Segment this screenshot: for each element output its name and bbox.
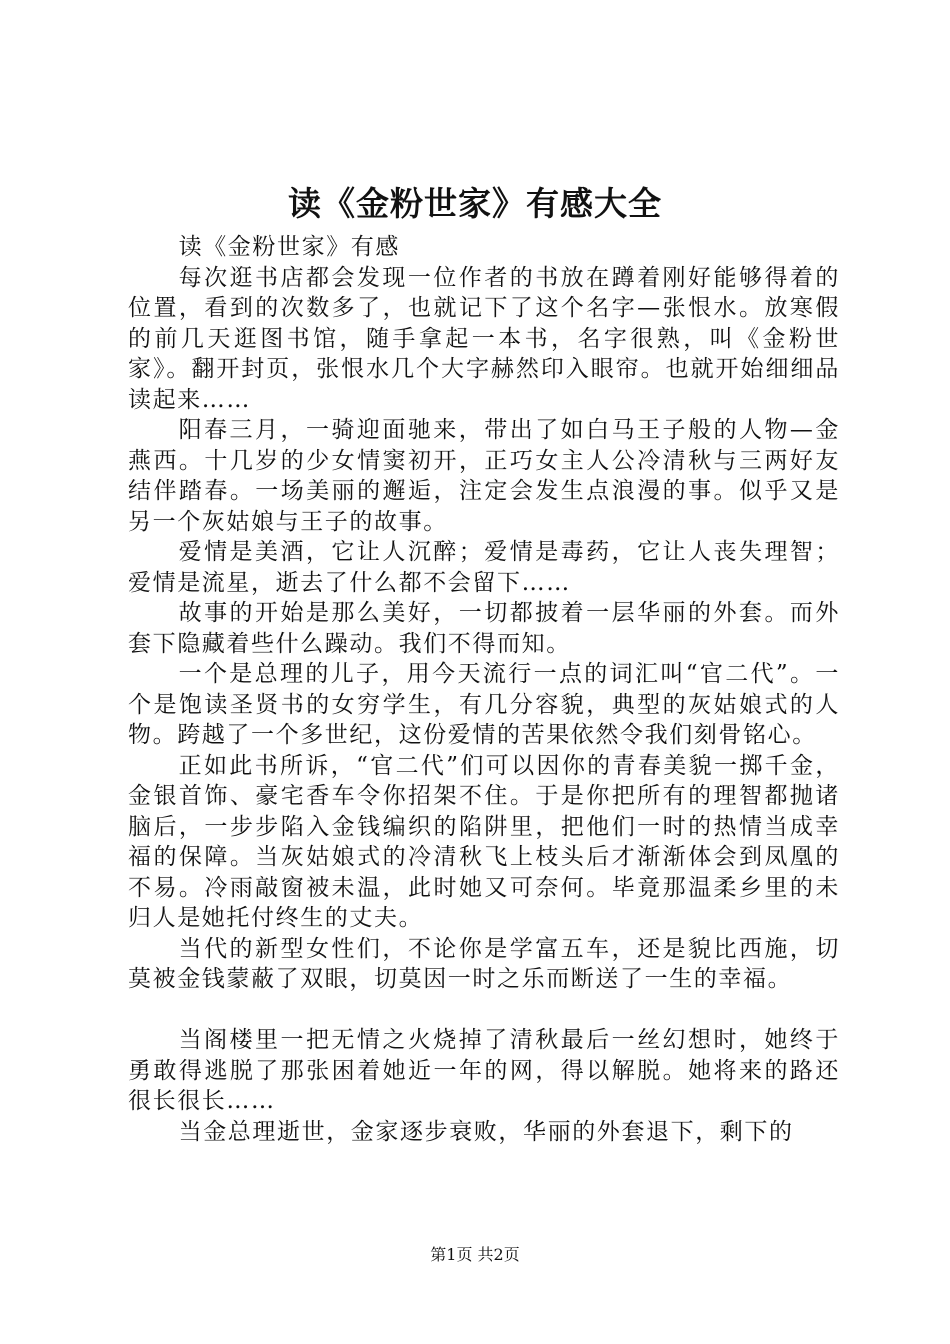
page-indicator: 第1页 共2页	[430, 1245, 520, 1264]
body-paragraph: 当阁楼里一把无情之火烧掉了清秋最后一丝幻想时，她终于勇敢得逃脱了那张困着她近一年的网，得以解脱。她将来的路还很长很长……	[128, 1027, 840, 1114]
body-paragraph: 阳春三月，一骑迎面驰来，带出了如白马王子般的人物—金燕西。十几岁的少女情窦初开，正巧女主人公冷清秋与三两好友结伴踏春。一场美丽的邂逅，注定会发生点浪漫的事。似乎又是另一个灰姑娘与王子的故事。	[128, 417, 840, 535]
body-paragraph: 每次逛书店都会发现一位作者的书放在蹲着刚好能够得着的位置，看到的次数多了，也就记下了这个名字—张恨水。放寒假的前几天逛图书馆，随手拿起一本书，名字很熟，叫《金粉世家》。翻开封页，张恨水几个大字赫然印入眼帘。也就开始细细品读起来……	[128, 264, 840, 413]
body-paragraph: 故事的开始是那么美好，一切都披着一层华丽的外套。而外套下隐藏着些什么躁动。我们不得而知。	[128, 600, 840, 657]
document-title: 读《金粉世家》有感大全	[288, 184, 662, 223]
body-paragraph: 正如此书所诉，“官二代”们可以因你的青春美貌一掷千金，金银首饰、豪宅香车令你招架不住。于是你把所有的理智都抛诸脑后，一步步陷入金钱编织的陷阱里，把他们一时的热情当成幸福的保障。当灰姑娘式的冷清秋飞上枝头后才渐渐体会到凤凰的不易。冷雨敲窗被未温，此时她又可奈何。毕竟那温柔乡里的未归人是她托付终生的丈夫。	[128, 752, 840, 931]
subtitle-paragraph: 读《金粉世家》有感	[178, 234, 400, 260]
page-footer	[0, 1244, 950, 1266]
body-paragraph: 一个是总理的儿子，用今天流行一点的词汇叫“官二代”。一个是饱读圣贤书的女穷学生，有几分容貌，典型的灰姑娘式的人物。跨越了一个多世纪，这份爱情的苦果依然令我们刻骨铭心。	[128, 661, 840, 748]
body-paragraph: 当金总理逝世，金家逐步衰败，华丽的外套退下，剩下的	[178, 1118, 794, 1145]
body-paragraph: 爱情是美酒，它让人沉醉；爱情是毒药，它让人丧失理智；爱情是流星，逝去了什么都不会留下……	[128, 539, 840, 596]
document-body	[128, 232, 840, 1147]
body-paragraph: 当代的新型女性们，不论你是学富五车，还是貌比西施，切莫被金钱蒙蔽了双眼，切莫因一时之乐而断送了一生的幸福。	[128, 935, 840, 992]
blank-line	[128, 995, 840, 1026]
